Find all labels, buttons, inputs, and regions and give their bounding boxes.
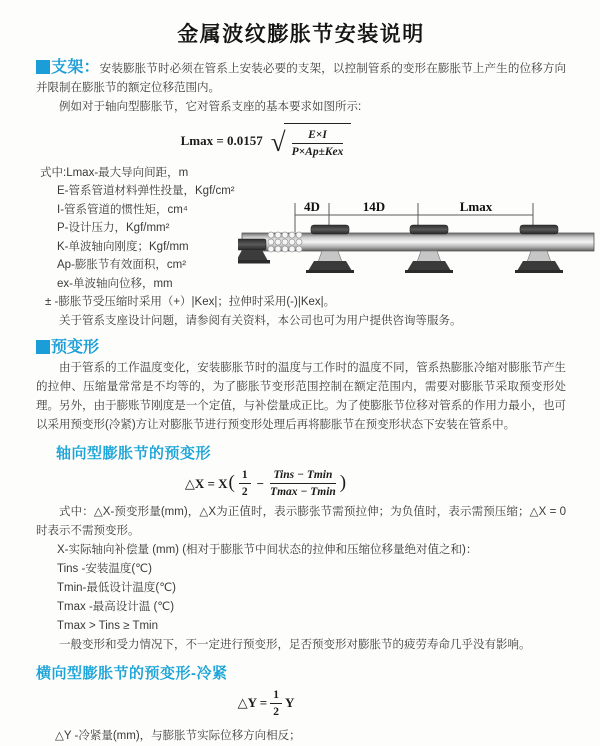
blue-square-icon [36,60,50,74]
axial-item: Tmax > Tins ≥ Tmin [57,619,158,632]
lateral-preform-heading: 横向型膨胀节的预变形-冷紧 [36,664,228,682]
lateral-note: △Y -冷紧量(mm)，与膨胀节实际位移方向相反； [55,730,301,743]
definition-item: Ap-膨胀节有效面积，cm² [57,259,187,272]
formula-lhs: Lmax = 0.0157 [180,133,263,149]
formula-definitions [36,164,566,312]
dim-label-lmax: Lmax [459,198,493,214]
definition-item: E-管系管道材料弹性投量，Kgf/cm² [57,185,235,198]
support-section-label: 支架： [51,59,100,76]
axial-item: Tins -安装温度(℃) [57,562,152,575]
support-intro-text: 安装膨胀节时必须在管系上安装必要的支架，以控制管系的变形在膨胀节上产生的位移方向并限制在膨胀节的额定位移范围内。 [36,63,566,94]
dim-label-14d: 14D [362,198,386,214]
half-numerator: 1 [239,468,251,484]
support-note-line: 关于管系支座设计问题，请参阅有关资料，本公司也可为用户提供咨询等服务。 [59,314,462,327]
definition-item: I-管系管道的惯性矩，cm⁴ [57,203,188,216]
axial-item: X-实际轴向补偿量 (mm) (相对于膨胀节中间状态的拉伸和压缩位移量绝对值之和)： [57,543,478,556]
preform-section-header [36,339,566,357]
preform-paragraph: 由于管系的工作温度变化，安装膨胀节时的温度与工作时的温度不同，管系热膨胀冷缩对膨胀节产生的拉伸、压缩量常常是不均等的，为了膨胀节变形范围控制在额定范围内，需要对膨胀节采取预变形处理。另外，由于膨账节刚度是一个定值，与补偿量成正比。为了使膨胀节位移对管系的作用力最小，也可以采用预变形(冷紧)方让对膨胀节进行预变形处理后再将膨胀节在预变形状态下安装在管系中。 [36,361,566,431]
temp-numerator: Tins − Tmin [270,468,336,484]
open-paren: ( [228,471,235,493]
preform-section-label: 预变形 [51,338,100,356]
definition-item: P-设计压力，Kgf/mm² [57,222,170,235]
formula-numerator: E×I [292,128,344,144]
half-denominator: 2 [273,705,279,718]
definition-item: K-单波轴向刚度；Kgf/mm [57,240,189,253]
axial-item: Tmax -最高设计温 (℃) [57,600,175,613]
axial-preform-heading: 轴向型膨胀节的预变形 [56,444,212,462]
definition-item: ex-单波轴向位移，mm [57,277,173,290]
axial-preform-formula [36,468,496,500]
formula-lhs: △Y = [237,695,268,711]
temp-denominator: Tmax − Tmin [270,486,336,499]
dim-label-4d: 4D [304,198,320,214]
guide-spacing-formula [36,123,496,160]
sqrt-radical [271,123,352,160]
blue-square-icon [36,340,50,354]
pipe-support-diagram [238,197,598,293]
close-paren: ) [339,471,347,493]
axial-explain: 式中：△X-预变形量(mm)，△X为正值时，表示膨张节需预拉伸；为负值时，表示需预压缩；△X = 0时表示不需预变形。 [36,505,566,537]
axial-item: Tmin-最低设计温度(℃) [57,581,176,594]
page-title: 金属波纹膨胀节安装说明 [177,23,425,46]
radical-sign-icon: √ [270,126,286,157]
definition-item: ± -膨胀节受压缩时采用（+）|Kex|；拉伸时采用(-)|Kex|。 [45,296,336,309]
bellows-icon [268,232,302,252]
lateral-preform-formula [36,688,496,720]
support-section-intro [36,58,566,98]
support-example-line: 例如对于轴向型膨胀节，它对管系支座的基本要求如图所示: [59,101,362,113]
formula-rhs: Y [284,695,295,711]
half-denominator: 2 [241,486,248,499]
axial-note: 一般变形和受力情况下，不一定进行预变形，足否预变形对膨胀节的疲劳寿命几乎没有影响。 [59,638,531,651]
minus-operator: − [256,475,265,491]
half-numerator: 1 [270,688,282,704]
definition-item: 式中:Lmax-最大导向间距，m [40,166,189,179]
formula-lhs: △X = X [184,475,228,491]
formula-denominator: P×Ap±Kex [291,146,344,159]
